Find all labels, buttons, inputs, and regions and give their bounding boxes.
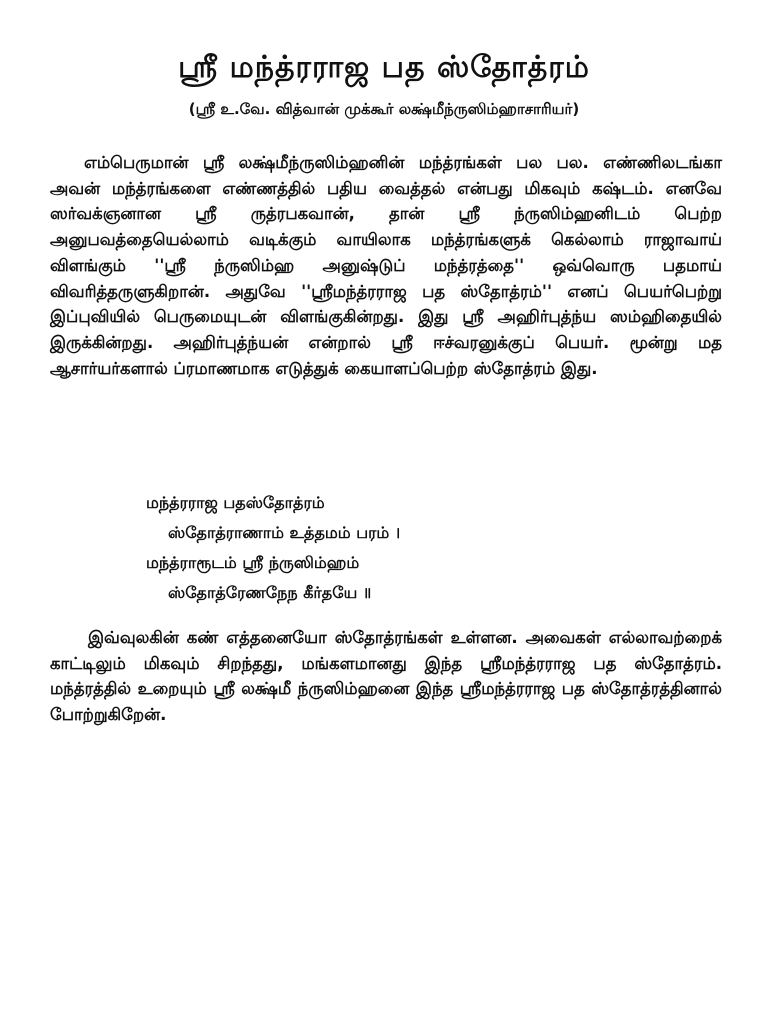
intro-paragraph: எம்பெருமான் ஸ்ரீ லக்ஷ்மீந்ருஸிம்ஹனின் மந்த்ரங்கள் பல பல. எண்ணிலடங்கா அவன் மந்த்ரங்களை எண்ணத்தில் பதிய வைத்தல் என்பது மிகவும் கஷ்டம். எனவே ஸர்வக்ஞனான ஸ்ரீ ருத்ரபகவான், தான் ஸ்ரீ ந்ருஸிம்ஹனிடம் பெற்ற அனுபவத்தையெல்லாம் வடிக்கும் வாயிலாக மந்த்ரங்களுக் கெல்லாம் ராஜாவாய் விளங்கும் ''ஸ்ரீ ந்ருஸிம்ஹ அனுஷ்டுப் மந்த்ரத்தை'' ஒவ்வொரு பதமாய் விவரித்தருளுகிறான். அதுவே ''ஸ்ரீமந்த்ரராஜ பத ஸ்தோத்ரம்'' எனப் பெயர்பெற்று இப்புவியில் பெருமையுடன் விளங்குகின்றது. இது ஸ்ரீ அஹிர்புத்ந்ய ஸம்ஹிதையில் இருக்கின்றது. அஹிர்புத்ந்யன் என்றால் ஸ்ரீ ஈச்வரனுக்குப் பெயர். மூன்று மத ஆசார்யர்களால் ப்ரமாணமாக எடுத்துக் கையாளப்பெற்ற ஸ்தோத்ரம் இது. xyxy=(50,153,722,378)
page-title: ஸ்ரீ மந்த்ரராஜ பத ஸ்தோத்ரம் xyxy=(178,50,590,85)
verse-line-3: மந்த்ராரூடம் ஸ்ரீ ந்ருஸிம்ஹம் xyxy=(146,553,360,572)
sloka-verse xyxy=(146,488,546,608)
verse-line-4: ஸ்தோத்ரேணநேந கீர்தயே ॥ xyxy=(168,583,372,602)
closing-paragraph: இவ்வுலகின் கண் எத்தனையோ ஸ்தோத்ரங்கள் உள்ளன. அவைகள் எல்லாவற்றைக் காட்டிலும் மிகவும் சிறந்தது, மங்களமானது இந்த ஸ்ரீமந்த்ரராஜ பத ஸ்தோத்ரம். மந்த்ரத்தில் உறையும் ஸ்ரீ லக்ஷ்மீ ந்ருஸிம்ஹனை இந்த ஸ்ரீமந்த்ரராஜ பத ஸ்தோத்ரத்தினால் போற்றுகிறேன். xyxy=(50,628,722,725)
verse-line-2: ஸ்தோத்ராணாம் உத்தமம் பரம் । xyxy=(168,523,401,542)
author-subtitle: (ஸ்ரீ உ.வே. வித்வான் முக்கூர் லக்ஷ்மீந்ருஸிம்ஹாசாரியர்) xyxy=(188,100,580,118)
verse-line-1: மந்த்ரராஜ பதஸ்தோத்ரம் xyxy=(146,493,325,512)
